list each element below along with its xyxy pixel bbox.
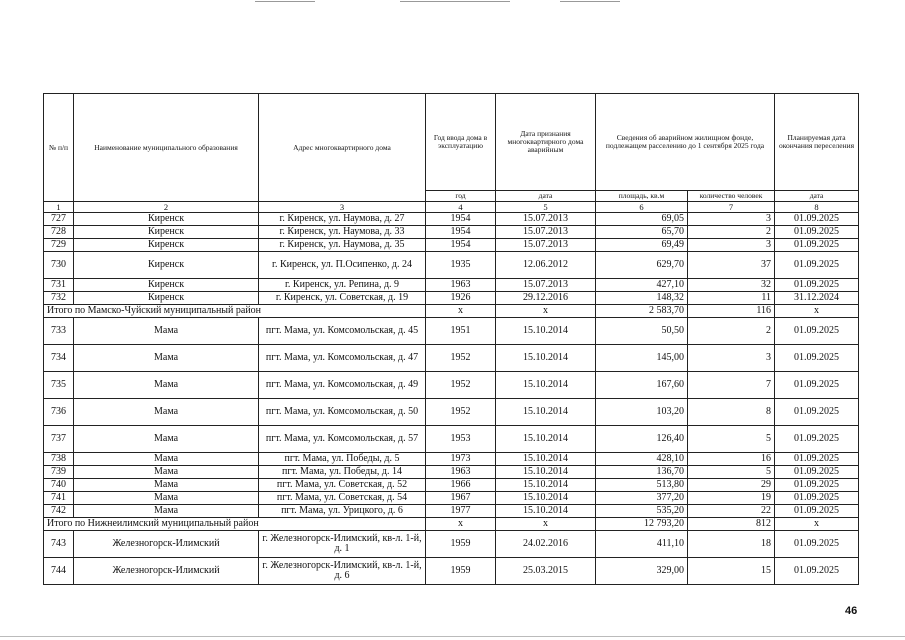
row-year: 1954: [426, 226, 496, 239]
row-plan-date: 01.09.2025: [775, 426, 859, 453]
subheader-date: дата: [496, 191, 596, 202]
row-year: 1973: [426, 453, 496, 466]
colnum: 2: [74, 202, 259, 213]
colnum: 7: [688, 202, 775, 213]
table-row: [44, 492, 859, 505]
total-people: 116: [688, 305, 775, 318]
row-municipality: Мама: [74, 466, 259, 479]
row-municipality: Мама: [74, 453, 259, 466]
row-municipality: Мама: [74, 479, 259, 492]
row-area: 167,60: [596, 372, 688, 399]
row-plan-date: 01.09.2025: [775, 252, 859, 279]
row-people: 22: [688, 505, 775, 518]
row-year: 1953: [426, 426, 496, 453]
table-row: [44, 531, 859, 558]
scan-artifact: [400, 1, 510, 2]
total-year: х: [426, 518, 496, 531]
row-area: 427,10: [596, 279, 688, 292]
row-address: г. Киренск, ул. Советская, д. 19: [259, 292, 426, 305]
row-year: 1954: [426, 213, 496, 226]
row-address: г. Киренск, ул. Наумова, д. 27: [259, 213, 426, 226]
row-date: 15.10.2014: [496, 426, 596, 453]
row-municipality: Железногорск-Илимский: [74, 531, 259, 558]
row-plan-date: 01.09.2025: [775, 239, 859, 252]
housing-table: [43, 93, 859, 585]
header-number: № п/п: [44, 94, 74, 202]
page-number: 46: [845, 605, 858, 617]
row-number: 736: [44, 399, 74, 426]
row-people: 15: [688, 558, 775, 585]
header-year: Год ввода дома в эксплуатацию: [426, 94, 496, 191]
row-year: 1963: [426, 279, 496, 292]
row-people: 5: [688, 426, 775, 453]
row-municipality: Киренск: [74, 279, 259, 292]
row-number: 729: [44, 239, 74, 252]
row-address: пгт. Мама, ул. Победы, д. 5: [259, 453, 426, 466]
table-row: [44, 279, 859, 292]
table-row: [44, 318, 859, 345]
row-people: 3: [688, 213, 775, 226]
table-row: [44, 239, 859, 252]
row-year: 1963: [426, 466, 496, 479]
row-people: 16: [688, 453, 775, 466]
row-date: 15.07.2013: [496, 279, 596, 292]
row-date: 15.10.2014: [496, 505, 596, 518]
row-address: г. Киренск, ул. Наумова, д. 35: [259, 239, 426, 252]
row-municipality: Киренск: [74, 226, 259, 239]
row-people: 3: [688, 345, 775, 372]
row-number: 735: [44, 372, 74, 399]
row-plan-date: 01.09.2025: [775, 318, 859, 345]
row-municipality: Мама: [74, 426, 259, 453]
row-year: 1954: [426, 239, 496, 252]
table-row: [44, 372, 859, 399]
row-area: 136,70: [596, 466, 688, 479]
row-plan-date: 01.09.2025: [775, 479, 859, 492]
row-area: 145,00: [596, 345, 688, 372]
total-label: Итого по Нижнеилимский муниципальный район: [44, 518, 426, 531]
row-municipality: Киренск: [74, 213, 259, 226]
table-row: [44, 453, 859, 466]
header-info: Сведения об аварийном жилищном фонде, подлежащем расселению до 1 сентября 2025 года: [596, 94, 775, 191]
row-municipality: Мама: [74, 345, 259, 372]
total-date: х: [496, 305, 596, 318]
row-date: 15.10.2014: [496, 492, 596, 505]
subheader-people: количество человек: [688, 191, 775, 202]
row-people: 5: [688, 466, 775, 479]
row-year: 1967: [426, 492, 496, 505]
row-area: 69,05: [596, 213, 688, 226]
row-area: 329,00: [596, 558, 688, 585]
row-year: 1959: [426, 531, 496, 558]
row-area: 513,80: [596, 479, 688, 492]
row-plan-date: 01.09.2025: [775, 531, 859, 558]
table-row: [44, 426, 859, 453]
row-address: г. Киренск, ул. П.Осипенко, д. 24: [259, 252, 426, 279]
row-plan-date: 01.09.2025: [775, 226, 859, 239]
row-plan-date: 01.09.2025: [775, 372, 859, 399]
header-address: Адрес многоквартирного дома: [259, 94, 426, 202]
row-plan-date: 01.09.2025: [775, 466, 859, 479]
row-address: пгт. Мама, ул. Победы, д. 14: [259, 466, 426, 479]
row-municipality: Железногорск-Илимский: [74, 558, 259, 585]
total-area: 2 583,70: [596, 305, 688, 318]
table-header: [44, 94, 859, 191]
total-year: х: [426, 305, 496, 318]
row-date: 15.07.2013: [496, 213, 596, 226]
row-year: 1926: [426, 292, 496, 305]
row-address: пгт. Мама, ул. Урицкого, д. 6: [259, 505, 426, 518]
row-plan-date: 01.09.2025: [775, 399, 859, 426]
row-year: 1952: [426, 372, 496, 399]
row-date: 15.10.2014: [496, 345, 596, 372]
total-plan: х: [775, 518, 859, 531]
total-row: [44, 305, 859, 318]
row-year: 1959: [426, 558, 496, 585]
colnum: 1: [44, 202, 74, 213]
row-people: 3: [688, 239, 775, 252]
row-number: 740: [44, 479, 74, 492]
total-row: [44, 518, 859, 531]
row-year: 1935: [426, 252, 496, 279]
row-number: 730: [44, 252, 74, 279]
colnum: 4: [426, 202, 496, 213]
row-plan-date: 31.12.2024: [775, 292, 859, 305]
total-date: х: [496, 518, 596, 531]
row-people: 29: [688, 479, 775, 492]
row-address: пгт. Мама, ул. Комсомольская, д. 50: [259, 399, 426, 426]
row-area: 50,50: [596, 318, 688, 345]
row-address: пгт. Мама, ул. Комсомольская, д. 45: [259, 318, 426, 345]
row-date: 25.03.2015: [496, 558, 596, 585]
row-year: 1952: [426, 399, 496, 426]
table-row: [44, 505, 859, 518]
row-plan-date: 01.09.2025: [775, 505, 859, 518]
row-date: 15.10.2014: [496, 479, 596, 492]
row-address: г. Киренск, ул. Репина, д. 9: [259, 279, 426, 292]
total-plan: х: [775, 305, 859, 318]
row-number: 727: [44, 213, 74, 226]
row-plan-date: 01.09.2025: [775, 213, 859, 226]
subheader-area: площадь, кв.м: [596, 191, 688, 202]
row-municipality: Мама: [74, 492, 259, 505]
row-plan-date: 01.09.2025: [775, 453, 859, 466]
table-row: [44, 399, 859, 426]
row-date: 15.10.2014: [496, 318, 596, 345]
row-number: 739: [44, 466, 74, 479]
row-number: 744: [44, 558, 74, 585]
row-people: 8: [688, 399, 775, 426]
row-date: 15.10.2014: [496, 399, 596, 426]
row-municipality: Мама: [74, 505, 259, 518]
table-row: [44, 345, 859, 372]
row-municipality: Киренск: [74, 292, 259, 305]
row-area: 629,70: [596, 252, 688, 279]
row-people: 32: [688, 279, 775, 292]
row-people: 19: [688, 492, 775, 505]
row-plan-date: 01.09.2025: [775, 279, 859, 292]
row-date: 15.10.2014: [496, 466, 596, 479]
total-label: Итого по Мамско-Чуйский муниципальный район: [44, 305, 426, 318]
row-number: 741: [44, 492, 74, 505]
row-area: 411,10: [596, 531, 688, 558]
row-plan-date: 01.09.2025: [775, 558, 859, 585]
table-row: [44, 558, 859, 585]
row-year: 1966: [426, 479, 496, 492]
subheader-year: год: [426, 191, 496, 202]
row-people: 2: [688, 318, 775, 345]
row-municipality: Мама: [74, 399, 259, 426]
row-municipality: Мама: [74, 372, 259, 399]
row-address: пгт. Мама, ул. Советская, д. 54: [259, 492, 426, 505]
row-area: 126,40: [596, 426, 688, 453]
column-numbers: [44, 202, 859, 213]
row-municipality: Мама: [74, 318, 259, 345]
row-area: 428,10: [596, 453, 688, 466]
row-address: пгт. Мама, ул. Комсомольская, д. 57: [259, 426, 426, 453]
colnum: 5: [496, 202, 596, 213]
row-number: 732: [44, 292, 74, 305]
row-date: 15.07.2013: [496, 239, 596, 252]
row-municipality: Киренск: [74, 252, 259, 279]
row-address: пгт. Мама, ул. Комсомольская, д. 47: [259, 345, 426, 372]
header-plan: Планируемая дата окончания переселения: [775, 94, 859, 191]
row-number: 733: [44, 318, 74, 345]
table-row: [44, 252, 859, 279]
colnum: 8: [775, 202, 859, 213]
row-people: 2: [688, 226, 775, 239]
row-people: 37: [688, 252, 775, 279]
scan-artifact: [560, 1, 620, 2]
row-date: 24.02.2016: [496, 531, 596, 558]
row-year: 1977: [426, 505, 496, 518]
row-area: 65,70: [596, 226, 688, 239]
row-address: г. Железногорск-Илимский, кв-л. 1-й, д. 6: [259, 558, 426, 585]
subheader-plan-date: дата: [775, 191, 859, 202]
row-number: 742: [44, 505, 74, 518]
row-address: г. Железногорск-Илимский, кв-л. 1-й, д. 1: [259, 531, 426, 558]
row-number: 728: [44, 226, 74, 239]
colnum: 6: [596, 202, 688, 213]
row-area: 377,20: [596, 492, 688, 505]
row-date: 15.07.2013: [496, 226, 596, 239]
row-people: 7: [688, 372, 775, 399]
total-people: 812: [688, 518, 775, 531]
row-date: 15.10.2014: [496, 372, 596, 399]
table-row: [44, 466, 859, 479]
table-row: [44, 479, 859, 492]
header-municipality: Наименование муниципального образования: [74, 94, 259, 202]
row-area: 535,20: [596, 505, 688, 518]
table-row: [44, 213, 859, 226]
row-plan-date: 01.09.2025: [775, 345, 859, 372]
total-area: 12 793,20: [596, 518, 688, 531]
row-people: 11: [688, 292, 775, 305]
row-address: г. Киренск, ул. Наумова, д. 33: [259, 226, 426, 239]
row-year: 1952: [426, 345, 496, 372]
row-date: 15.10.2014: [496, 453, 596, 466]
row-year: 1951: [426, 318, 496, 345]
scan-artifact: [0, 636, 905, 637]
row-number: 738: [44, 453, 74, 466]
row-area: 103,20: [596, 399, 688, 426]
row-area: 69,49: [596, 239, 688, 252]
row-date: 12.06.2012: [496, 252, 596, 279]
row-address: пгт. Мама, ул. Комсомольская, д. 49: [259, 372, 426, 399]
row-number: 731: [44, 279, 74, 292]
row-date: 29.12.2016: [496, 292, 596, 305]
row-number: 737: [44, 426, 74, 453]
table-row: [44, 292, 859, 305]
scan-artifact: [255, 1, 315, 2]
table-row: [44, 226, 859, 239]
row-area: 148,32: [596, 292, 688, 305]
row-municipality: Киренск: [74, 239, 259, 252]
row-people: 18: [688, 531, 775, 558]
colnum: 3: [259, 202, 426, 213]
row-plan-date: 01.09.2025: [775, 492, 859, 505]
row-number: 743: [44, 531, 74, 558]
row-number: 734: [44, 345, 74, 372]
header-date: Дата признания многоквартирного дома аварийным: [496, 94, 596, 191]
row-address: пгт. Мама, ул. Советская, д. 52: [259, 479, 426, 492]
